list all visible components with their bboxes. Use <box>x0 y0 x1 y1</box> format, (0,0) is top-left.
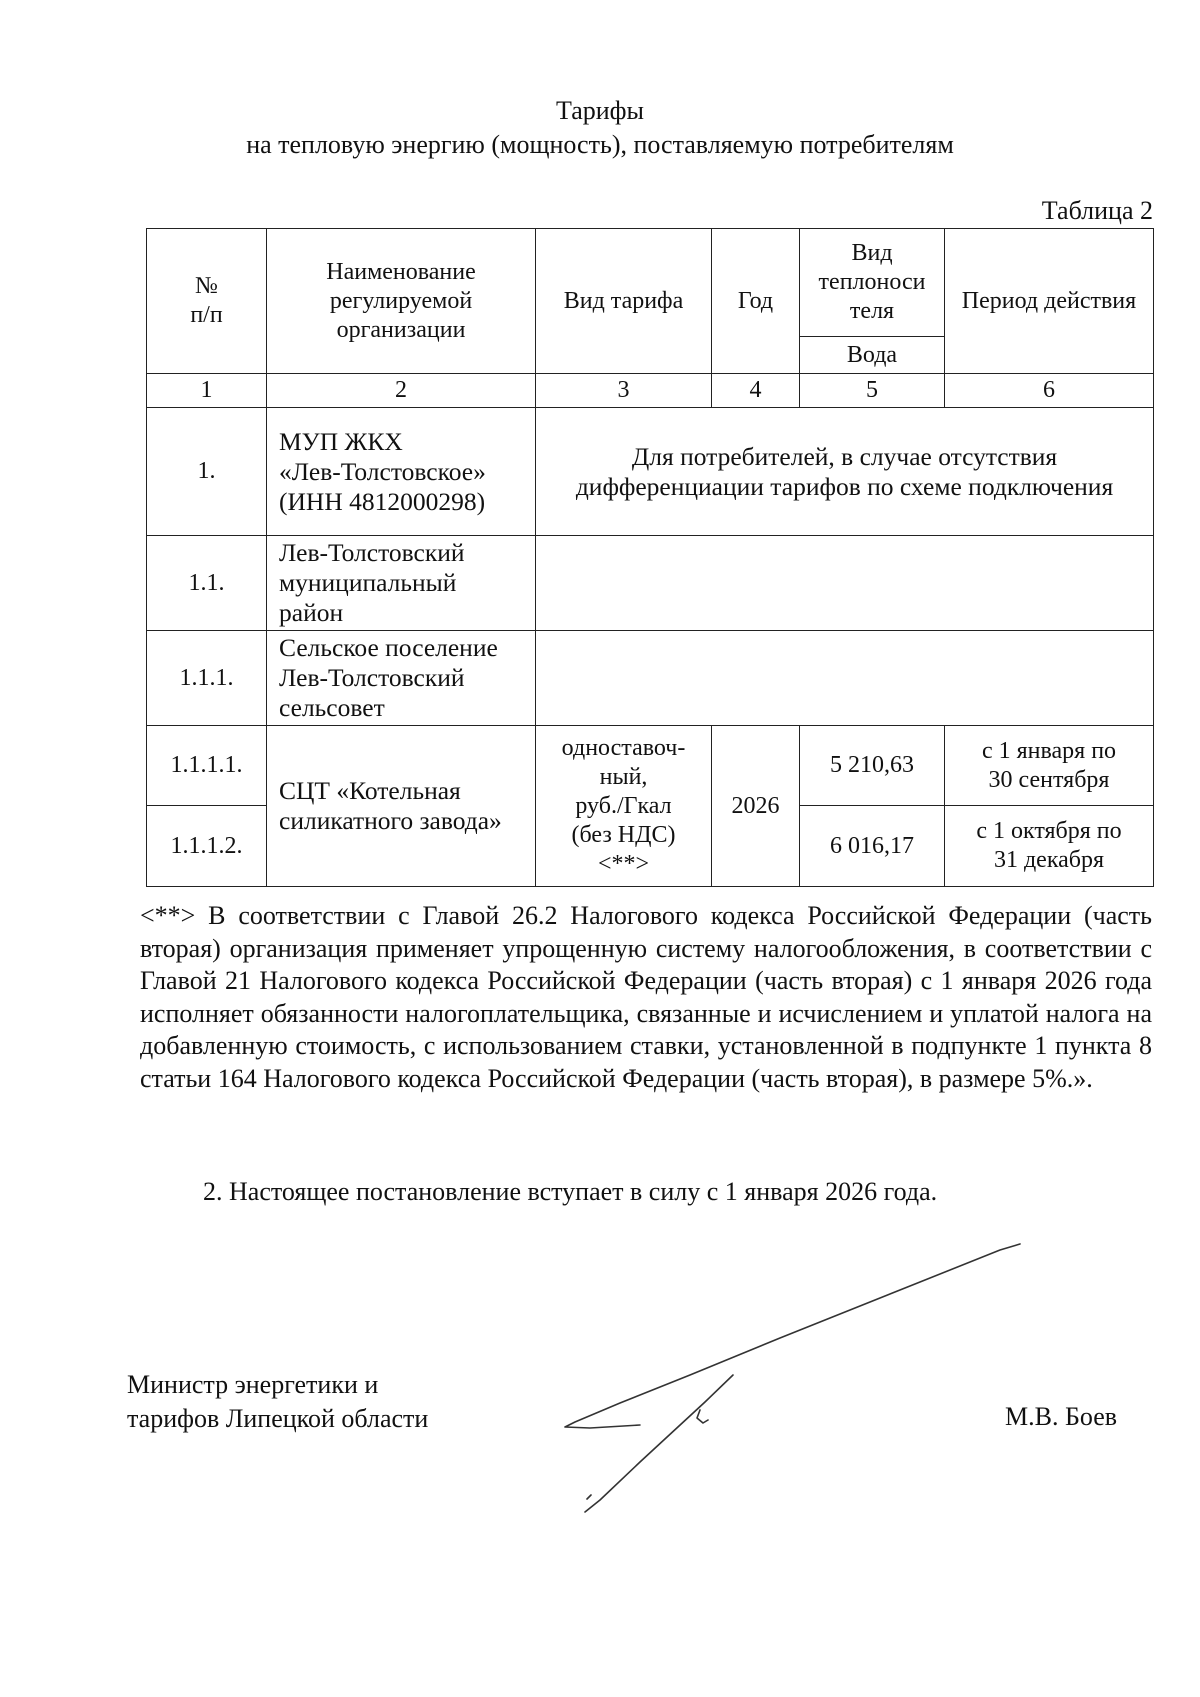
tariff-value: 5 210,63 <box>800 726 945 806</box>
tariff-year: 2026 <box>712 726 800 887</box>
col-number: 4 <box>712 374 800 408</box>
header-org: Наименование регулируемой организации <box>267 229 536 374</box>
document-title: Тарифы <box>555 96 644 125</box>
header-year: Год <box>712 229 800 374</box>
header-carrier-water: Вода <box>800 337 945 374</box>
effective-date-paragraph: 2. Настоящее постановление вступает в силу с 1 января 2026 года. <box>203 1177 938 1206</box>
row-num: 1.1.1.2. <box>147 806 267 887</box>
col-number: 5 <box>800 374 945 408</box>
document-subtitle: на тепловую энергию (мощность), поставляемую потребителям <box>246 130 954 159</box>
signatory-name: М.В. Боев <box>1005 1402 1118 1431</box>
org-name: СЦТ «Котельная силикатного завода» <box>267 726 536 887</box>
header-period: Период действия <box>945 229 1154 374</box>
row-num: 1.1.1.1. <box>147 726 267 806</box>
header-carrier: Вид теплоноси теля <box>800 229 945 337</box>
col-number: 2 <box>267 374 536 408</box>
tariff-period: с 1 января по 30 сентября <box>945 726 1154 806</box>
row-num: 1.1. <box>147 536 267 631</box>
consumer-note: Для потребителей, в случае отсутствия дифференциации тарифов по схеме подключения <box>536 408 1154 536</box>
col-number: 3 <box>536 374 712 408</box>
org-name: МУП ЖКХ «Лев-Толстовское» (ИНН 4812000298) <box>267 408 536 536</box>
col-number: 6 <box>945 374 1154 408</box>
tariff-value: 6 016,17 <box>800 806 945 887</box>
tariff-period: с 1 октября по 31 декабря <box>945 806 1154 887</box>
tariff-type: одноставоч- ный, руб./Гкал (без НДС) <**> <box>536 726 712 887</box>
footnote: <**> В соответствии с Главой 26.2 Налогового кодекса Российской Федерации (часть вторая) организация применяет упрощенную систему налогообложения, в соответствии с Главой 21 Налогового кодекса Российской Федерации (часть вторая) с 1 января 2026 года исполняет обязанности налогоплательщика, связанные и исчислением и уплатой налога на добавленную стоимость, с использованием ставки, установленной в подпункте 1 пункта 8 статьи 164 Налогового кодекса Российской Федерации (часть вторая), в размере 5%.». <box>140 901 1152 1093</box>
org-name: Лев-Толстовский муниципальный район <box>267 536 536 631</box>
header-tariff-type: Вид тарифа <box>536 229 712 374</box>
row-num: 1.1.1. <box>147 631 267 726</box>
header-num: № п/п <box>147 229 267 374</box>
col-number: 1 <box>147 374 267 408</box>
signatory-position: Министр энергетики и тарифов Липецкой области <box>127 1370 429 1433</box>
row-num: 1. <box>147 408 267 536</box>
table-label: Таблица 2 <box>1041 196 1153 225</box>
org-name: Сельское поселение Лев-Толстовский сельсовет <box>267 631 536 726</box>
